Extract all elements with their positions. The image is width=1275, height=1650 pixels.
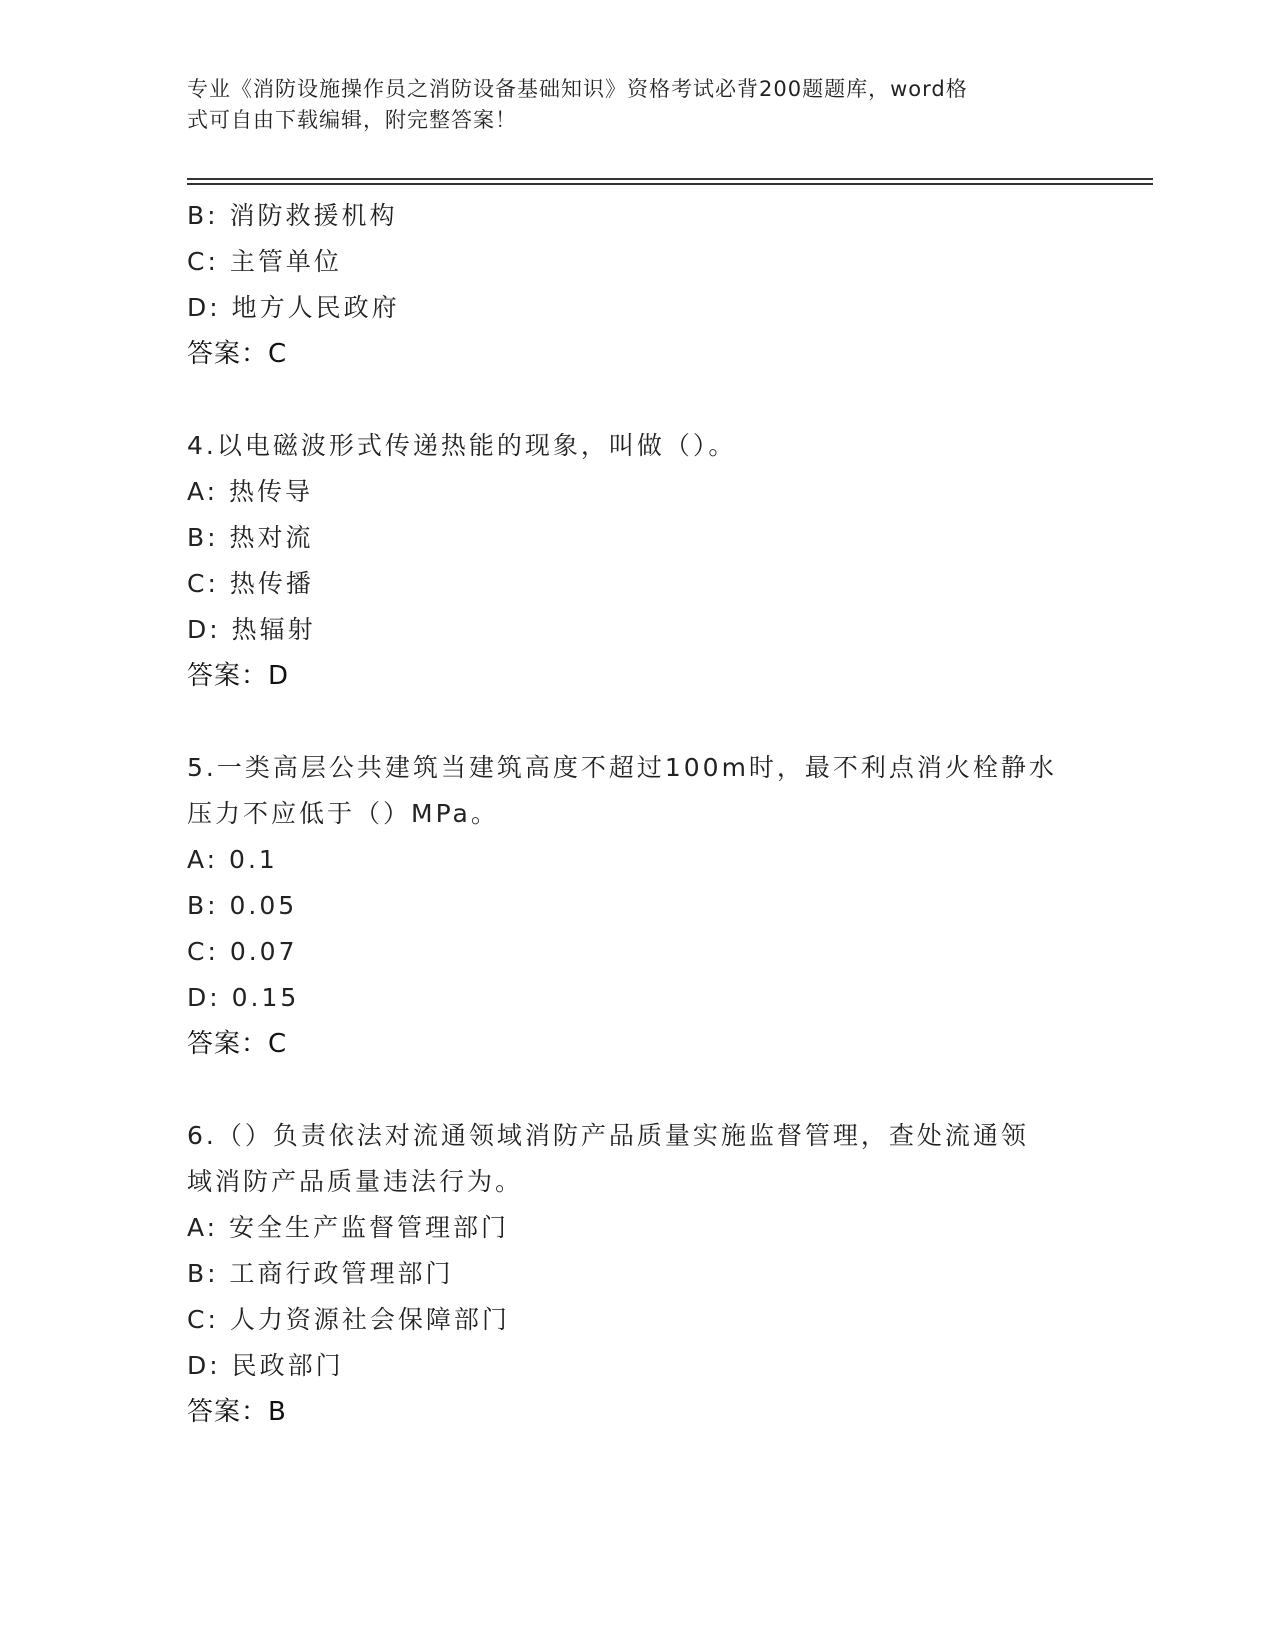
spacer <box>187 1067 1087 1113</box>
header-title-line-2: 式可自由下载编辑，附完整答案！ <box>187 108 517 132</box>
q3-option-c: C: 主管单位 <box>187 247 342 276</box>
question-4-block <box>187 423 1087 699</box>
q4-stem: 4.以电磁波形式传递热能的现象，叫做（）。 <box>187 431 737 460</box>
question-6-block <box>187 1113 1087 1435</box>
document-header <box>187 74 1067 136</box>
header-divider-bottom <box>187 183 1153 185</box>
spacer <box>187 699 1087 745</box>
q6-stem-line-1: 6.（）负责依法对流通领域消防产品质量实施监督管理，查处流通领 <box>187 1121 1029 1150</box>
q4-option-d: D: 热辐射 <box>187 615 316 644</box>
q5-option-c: C: 0.07 <box>187 937 298 966</box>
q5-option-d: D: 0.15 <box>187 983 300 1012</box>
q4-option-b: B: 热对流 <box>187 523 314 552</box>
q5-stem-line-2: 压力不应低于（）MPa。 <box>187 799 499 828</box>
q3-option-b: B: 消防救援机构 <box>187 201 398 230</box>
question-3-block <box>187 193 1087 377</box>
question-5-block <box>187 745 1087 1067</box>
spacer <box>187 377 1087 423</box>
q6-stem-line-2: 域消防产品质量违法行为。 <box>187 1167 524 1196</box>
q3-option-d: D: 地方人民政府 <box>187 293 400 322</box>
q4-option-a: A: 热传导 <box>187 477 314 506</box>
q5-answer: 答案：C <box>187 1029 288 1059</box>
q5-option-a: A: 0.1 <box>187 845 278 874</box>
q6-option-a: A: 安全生产监督管理部门 <box>187 1213 510 1242</box>
header-divider-top <box>187 178 1153 180</box>
q6-answer: 答案：B <box>187 1397 287 1427</box>
q6-option-c: C: 人力资源社会保障部门 <box>187 1305 510 1334</box>
q5-stem-line-1: 5.一类高层公共建筑当建筑高度不超过100m时，最不利点消火栓静水 <box>187 753 1057 782</box>
header-title-line-1: 专业《消防设施操作员之消防设备基础知识》资格考试必背200题题库，word格 <box>187 77 968 101</box>
q4-option-c: C: 热传播 <box>187 569 314 598</box>
q5-option-b: B: 0.05 <box>187 891 298 920</box>
q3-answer: 答案：C <box>187 339 288 369</box>
q6-option-d: D: 民政部门 <box>187 1351 344 1380</box>
question-list <box>187 193 1087 1435</box>
q4-answer: 答案：D <box>187 661 290 691</box>
q6-option-b: B: 工商行政管理部门 <box>187 1259 454 1288</box>
